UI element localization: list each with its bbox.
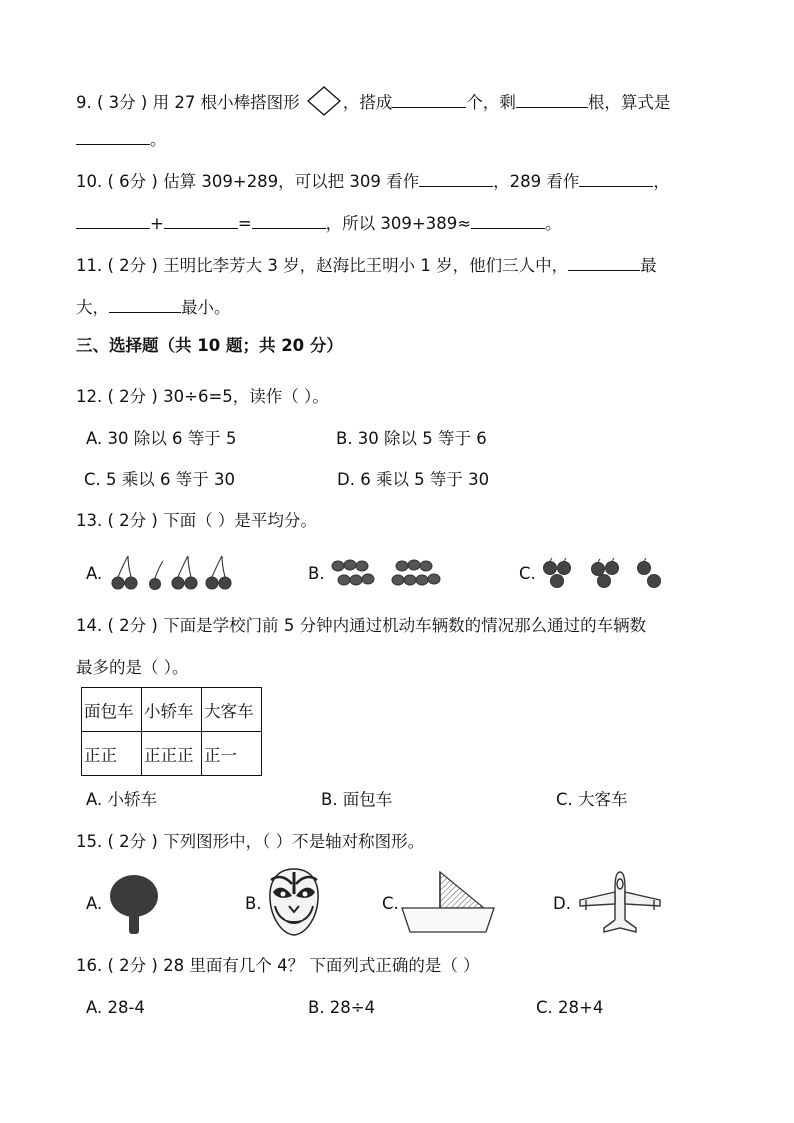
option-a[interactable]: A. 30 除以 6 等于 5 <box>86 429 237 448</box>
equals-sign: = <box>237 214 252 233</box>
question-score: ( 3分 ) <box>97 93 148 112</box>
question-14-line-2: 最多的是（ ）。 <box>76 658 189 677</box>
question-score: ( 2分 ) <box>107 511 158 530</box>
table-cell: 正正正 <box>142 732 202 776</box>
option-a[interactable]: A. <box>86 564 103 583</box>
question-text: 最 <box>640 256 657 275</box>
option-b[interactable]: B. <box>308 564 325 583</box>
option-d[interactable]: D. 6 乘以 5 等于 30 <box>337 470 490 489</box>
apple-icon <box>540 556 666 590</box>
option-a[interactable]: A. <box>86 894 103 913</box>
option-c[interactable]: C. <box>382 894 399 913</box>
question-text: 估算 309+289，可以把 309 看作 <box>163 172 420 191</box>
question-9 <box>76 86 670 116</box>
tally-table <box>81 687 262 776</box>
question-number: 10. <box>76 172 103 191</box>
question-score: ( 2分 ) <box>107 616 158 635</box>
question-16 <box>76 955 480 977</box>
airplane-icon <box>576 870 664 936</box>
question-text: ， <box>653 172 670 191</box>
question-14 <box>76 615 646 637</box>
diamond-shape-icon <box>307 86 341 116</box>
cherry-icon <box>106 553 242 591</box>
answer-blank[interactable] <box>76 212 150 229</box>
question-text: 30÷6=5，读作（ ）。 <box>163 387 329 406</box>
option-d[interactable]: D. <box>553 894 571 913</box>
question-text: 最小。 <box>181 298 231 317</box>
question-score: ( 2分 ) <box>107 256 158 275</box>
question-text: 用 27 根小棒搭图形 <box>152 93 300 112</box>
table-row <box>82 732 262 776</box>
question-text: 大， <box>76 298 109 317</box>
section-heading: 三、选择题（共 10 题；共 20 分） <box>76 336 343 355</box>
question-12 <box>76 386 329 408</box>
answer-blank[interactable] <box>76 128 150 145</box>
question-text: ，搭成 <box>342 93 393 112</box>
question-11 <box>76 254 657 277</box>
question-number: 12. <box>76 387 103 406</box>
option-b[interactable]: B. 28÷4 <box>308 998 376 1017</box>
option-c[interactable]: C. <box>519 564 536 583</box>
peking-opera-mask-icon <box>265 866 323 938</box>
table-header-row <box>82 688 262 732</box>
question-score: ( 6分 ) <box>107 172 158 191</box>
question-score: ( 2分 ) <box>107 956 158 975</box>
answer-blank[interactable] <box>164 212 238 229</box>
question-text: 个，剩 <box>466 93 516 112</box>
table-cell: 正一 <box>202 732 262 776</box>
table-cell: 正正 <box>82 732 142 776</box>
strawberry-icon <box>330 556 448 590</box>
table-header: 大客车 <box>202 688 262 732</box>
table-header: 小轿车 <box>142 688 202 732</box>
question-text: ，所以 309+389≈ <box>325 214 472 233</box>
question-text: 下面（ ）是平均分。 <box>163 511 317 530</box>
option-c[interactable]: C. 大客车 <box>556 790 628 809</box>
answer-blank[interactable] <box>252 212 326 229</box>
table-header: 面包车 <box>82 688 142 732</box>
question-10-line-2 <box>76 212 562 235</box>
question-number: 9. <box>76 93 92 112</box>
answer-blank[interactable] <box>516 91 588 108</box>
question-13 <box>76 510 317 532</box>
option-a[interactable]: A. 28-4 <box>86 998 145 1017</box>
answer-blank[interactable] <box>568 254 640 271</box>
question-text: 王明比李芳大 3 岁，赵海比王明小 1 岁，他们三人中， <box>163 256 569 275</box>
ping-pong-paddle-icon <box>106 872 162 938</box>
question-score: ( 2分 ) <box>107 387 158 406</box>
question-number: 15. <box>76 832 103 851</box>
question-10 <box>76 170 670 193</box>
question-number: 13. <box>76 511 103 530</box>
question-score: ( 2分 ) <box>107 832 158 851</box>
question-9-line-2 <box>76 128 167 151</box>
question-11-line-2 <box>76 296 231 319</box>
option-c[interactable]: C. 5 乘以 6 等于 30 <box>84 470 235 489</box>
option-b[interactable]: B. 30 除以 5 等于 6 <box>336 429 487 448</box>
question-text: 28 里面有几个 4？ 下面列式正确的是（ ） <box>163 956 480 975</box>
option-b[interactable]: B. 面包车 <box>321 790 393 809</box>
option-c[interactable]: C. 28+4 <box>536 998 604 1017</box>
option-a[interactable]: A. 小轿车 <box>86 790 157 809</box>
question-number: 14. <box>76 616 103 635</box>
question-text: 下面是学校门前 5 分钟内通过机动车辆数的情况那么通过的车辆数 <box>163 616 647 635</box>
answer-blank[interactable] <box>579 170 653 187</box>
question-text: ，289 看作 <box>493 172 580 191</box>
question-text: 。 <box>150 130 167 149</box>
question-text: 根，算式是 <box>587 93 671 112</box>
question-text: 。 <box>545 214 562 233</box>
answer-blank[interactable] <box>471 212 545 229</box>
answer-blank[interactable] <box>419 170 493 187</box>
option-b[interactable]: B. <box>245 894 262 913</box>
answer-blank[interactable] <box>109 296 181 313</box>
question-number: 11. <box>76 256 103 275</box>
question-15 <box>76 831 424 853</box>
sailboat-icon <box>400 868 496 936</box>
plus-sign: + <box>150 214 164 233</box>
answer-blank[interactable] <box>392 91 466 108</box>
question-number: 16. <box>76 956 103 975</box>
question-text: 下列图形中，（ ）不是轴对称图形。 <box>163 832 425 851</box>
